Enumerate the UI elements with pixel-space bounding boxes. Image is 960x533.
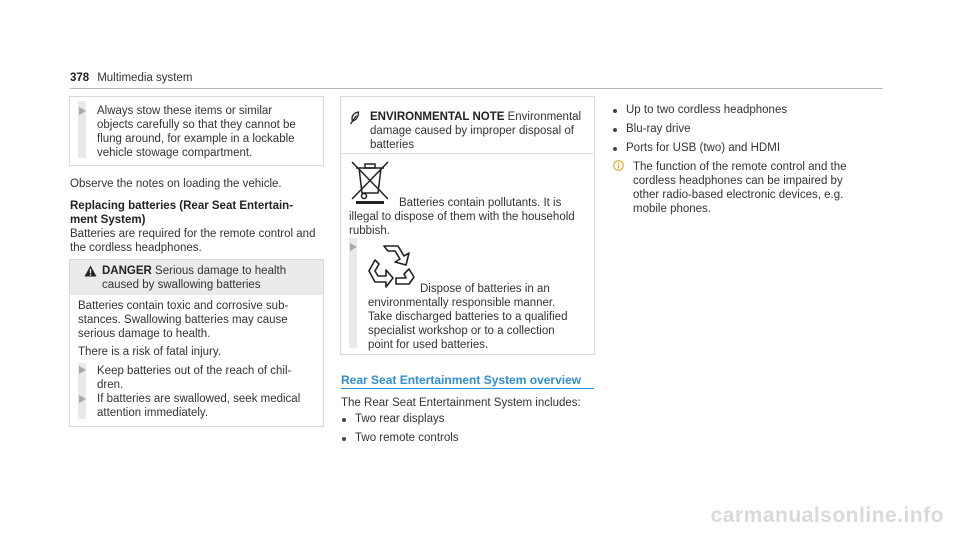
watermark: carmanualsonline.info (710, 504, 944, 527)
bin-text: illegal to dispose of them with the household rubbish. (349, 211, 575, 237)
recycling-icon (366, 240, 416, 288)
info-icon (613, 160, 624, 171)
bin-text-first: Batteries contain pollutants. It is (399, 197, 562, 209)
page-section-title: Multimedia system (97, 72, 193, 84)
observe-note: Observe the notes on loading the vehicle. (70, 178, 282, 190)
environmental-note-label: ENVIRONMENTAL NOTE (370, 111, 505, 123)
step-arrow-icon (79, 395, 86, 403)
step-arrow-icon (79, 107, 86, 115)
warning-triangle-icon (84, 265, 97, 277)
list-item: Two rear displays (341, 410, 591, 429)
danger-step2: If batteries are swallowed, seek medical attention immediately. (97, 393, 301, 419)
danger-body: Batteries contain toxic and corrosive sub- stances. Swallowing batteries may cause serious damage to health. There is a risk of fatal injury. (78, 299, 318, 359)
section-heading-rse-overview: Rear Seat Entertainment System overview (341, 373, 594, 389)
includes-text: The Rear Seat Entertainment System includes: (341, 397, 581, 409)
info-note: The function of the remote control and the cordless headphones can be impaired by other radio-based electronic devices, e.g. mobile phones. (633, 161, 847, 215)
replacing-batteries-section: Replacing batteries (Rear Seat Entertain- ment System) Batteries are required for the remote control and the cordless headphones. (70, 199, 325, 255)
danger-step1: Keep batteries out of the reach of chil- dren. (97, 365, 292, 391)
replacing-batteries-heading: Replacing batteries (Rear Seat Entertain- (70, 200, 294, 212)
step-arrow-icon (350, 243, 357, 251)
recycle-text-first: Dispose of batteries in an (420, 283, 550, 295)
page-number: 378 (70, 72, 90, 84)
stow-warning-text: Always stow these items or similar objects carefully so that they cannot be flung around, for example in a lockable vehicle stowage compartment. (97, 105, 296, 159)
environment-leaf-icon (349, 111, 361, 125)
danger-label: DANGER (102, 265, 152, 277)
env-divider (341, 153, 593, 154)
step-arrow-icon (79, 366, 86, 374)
replacing-batteries-text: Batteries are required for the remote control and (70, 228, 316, 240)
list-item: Two remote controls (341, 429, 591, 448)
components-list (612, 101, 882, 158)
list-item: Ports for USB (two) and HDMI (612, 139, 882, 158)
recycle-text: environmentally responsible manner. Take discharged batteries to a qualified specialist workshop or to a collection point for used batteries. (368, 297, 568, 351)
danger-title: DANGER Serious damage to health caused by swallowing batteries (102, 265, 287, 291)
includes-list (341, 410, 591, 448)
environmental-note-title: ENVIRONMENTAL NOTE Environmental damage caused by improper disposal of batteries (370, 111, 582, 151)
page-header (70, 71, 883, 89)
recycle-step-bar (349, 238, 357, 348)
list-item: Up to two cordless headphones (612, 101, 882, 120)
crossed-out-bin-icon (350, 159, 390, 205)
list-item: Blu-ray drive (612, 120, 882, 139)
danger-risk: There is a risk of fatal injury. (78, 346, 221, 358)
